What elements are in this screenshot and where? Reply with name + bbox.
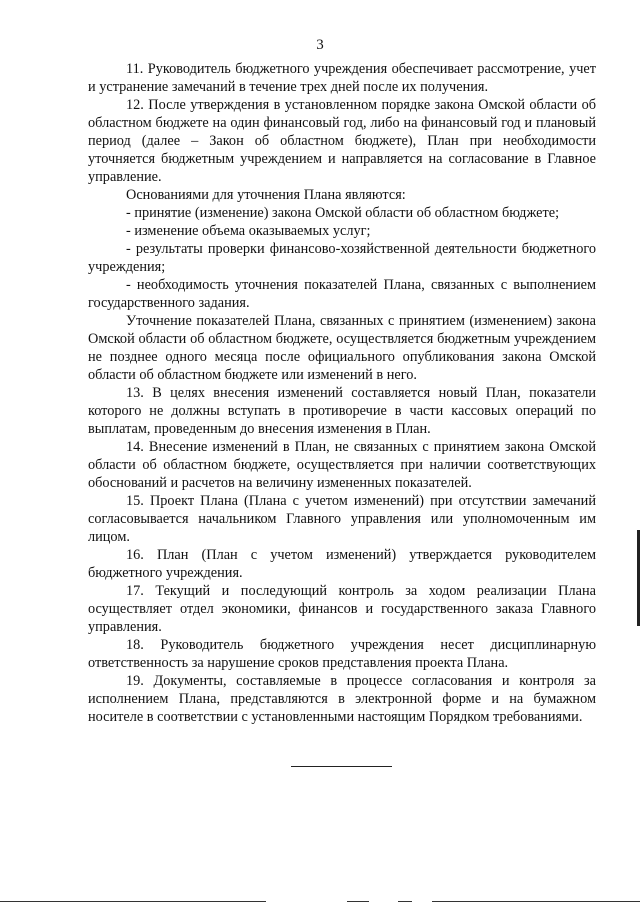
scan-mark	[0, 901, 266, 902]
end-separator-line	[291, 766, 392, 767]
paragraph-13: 13. В целях внесения изменений составляется новый План, показатели которого не должны вступать в противоречие в части кассовых операций по выплатам, проведенным до внесения изменения в План.	[88, 385, 596, 437]
paragraph-14: 14. Внесение изменений в План, не связанных с принятием закона Омской области об областном бюджете, осуществляется при наличии соответствующих обоснований и расчетов на величину измененных показателей.	[88, 439, 596, 491]
clarification-paragraph: Уточнение показателей Плана, связанных с принятием (изменением) закона Омской области об областном бюджете, осуществляется бюджетным учреждением не позднее одного месяца после официального опубликования закона Омской области об областном бюджете или изменений в него.	[88, 313, 596, 383]
paragraph-11: 11. Руководитель бюджетного учреждения обеспечивает рассмотрение, учет и устранение замечаний в течение трех дней после их получения.	[88, 61, 596, 95]
grounds-item-3: - результаты проверки финансово-хозяйственной деятельности бюджетного учреждения;	[88, 241, 596, 275]
scan-mark	[347, 901, 369, 902]
grounds-item-4: - необходимость уточнения показателей Плана, связанных с выполнением государственного задания.	[88, 277, 596, 311]
document-body	[88, 60, 596, 726]
page-number: 3	[316, 37, 324, 53]
scan-bottom-marks	[0, 901, 640, 905]
grounds-intro: Основаниями для уточнения Плана являются:	[126, 187, 406, 203]
paragraph-18: 18. Руководитель бюджетного учреждения несет дисциплинарную ответственность за нарушение сроков представления проекта Плана.	[88, 637, 596, 671]
grounds-item-1: - принятие (изменение) закона Омской области об областном бюджете;	[126, 205, 560, 221]
paragraph-19: 19. Документы, составляемые в процессе согласования и контроля за исполнением Плана, представляются в электронной форме и на бумажном носителе в соответствии с установленными настоящим Порядком требованиями.	[88, 673, 596, 725]
paragraph-12: 12. После утверждения в установленном порядке закона Омской области об областном бюджете на один финансовый год, либо на финансовый год и плановый период (далее – Закон об областном бюджете), План при необходимости уточняется бюджетным учреждением и направляется на согласование в Главное управление.	[88, 97, 596, 185]
paragraph-17: 17. Текущий и последующий контроль за ходом реализации Плана осуществляет отдел экономики, финансов и государственного заказа Главного управления.	[88, 583, 596, 635]
grounds-item-2: - изменение объема оказываемых услуг;	[126, 223, 371, 239]
paragraph-15: 15. Проект Плана (Плана с учетом изменений) при отсутствии замечаний согласовывается начальником Главного управления или уполномоченным им лицом.	[88, 493, 596, 545]
scan-mark	[398, 901, 412, 902]
scan-mark	[432, 901, 640, 902]
paragraph-16: 16. План (План с учетом изменений) утверждается руководителем бюджетного учреждения.	[88, 547, 596, 581]
